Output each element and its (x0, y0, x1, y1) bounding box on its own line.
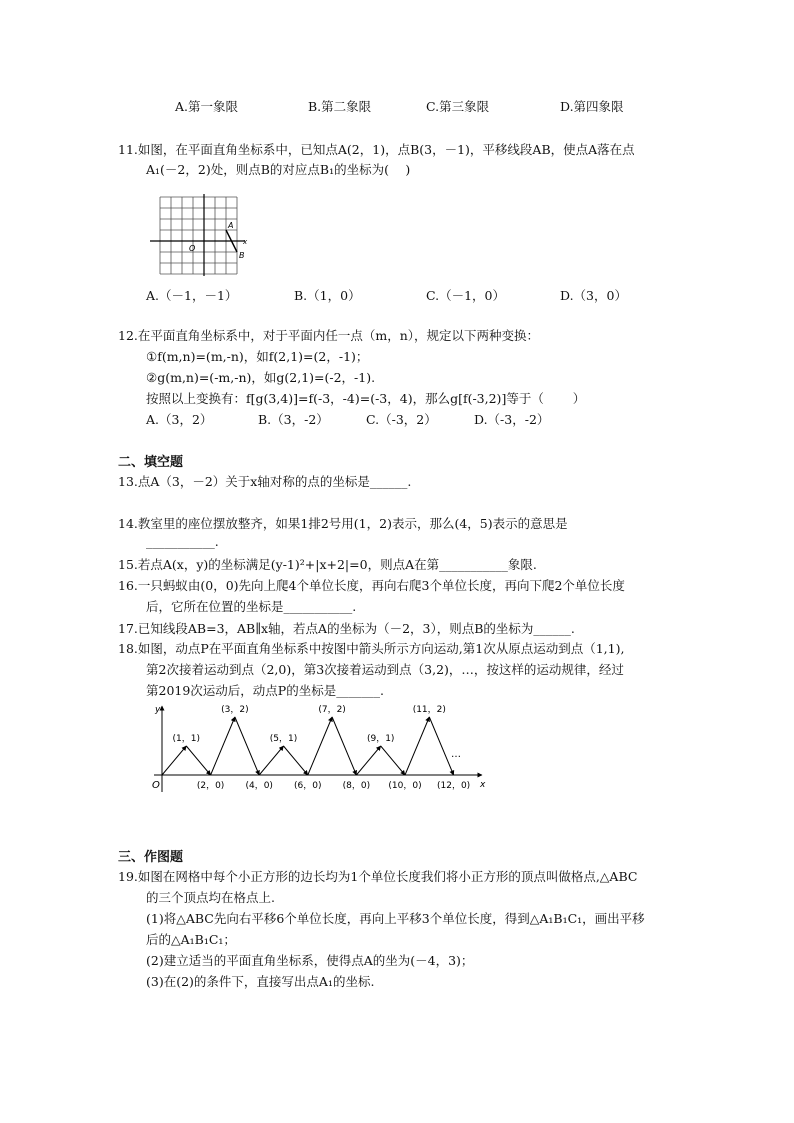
q11-option-d: D.（3，0） (560, 288, 627, 303)
q18-peak-label: (7，2) (318, 705, 346, 715)
q14-text-line2: ___________. (146, 534, 219, 549)
q18-motion-segment (284, 746, 308, 775)
q11-label-a: A (228, 221, 234, 230)
q11-option-c: C.（－1，0） (426, 288, 505, 303)
q12-text-line2: ①f(m,n)=(m,-n)，如f(2,1)=(2，-1)； (146, 349, 369, 364)
q18-bottom-label: (6，0) (294, 781, 322, 791)
q11-option-b: B.（1，0） (294, 288, 361, 303)
q10-option-d: D.第四象限 (560, 99, 624, 114)
q18-motion-segment (308, 717, 332, 775)
section-fill-in-heading: 二、填空题 (118, 455, 184, 470)
q16-text-line1: 16.一只蚂蚁由(0，0)先向上爬4个单位长度，再向右爬3个单位长度，再向下爬2个单位长度 (118, 578, 625, 593)
q12-text-line3: ②g(m,n)=(-m,-n)，如g(2,1)=(-2，-1). (146, 370, 376, 385)
q18-motion-segment (259, 746, 283, 775)
q17-text: 17.已知线段AB=3，AB∥x轴，若点A的坐标为（－2，3），则点B的坐标为______. (118, 621, 575, 636)
q18-motion-figure (144, 700, 494, 800)
q18-peak-label: (1，1) (172, 734, 201, 744)
q18-motion-segment (211, 717, 235, 775)
q18-motion-segment (429, 717, 453, 775)
q10-option-c: C.第三象限 (426, 99, 490, 114)
section-drawing-heading: 三、作图题 (118, 850, 184, 865)
q12-option-b: B.（3，-2） (258, 412, 329, 427)
q18-ellipsis: … (451, 749, 461, 760)
q18-motion-segment (162, 746, 186, 775)
q18-motion-segment (405, 717, 429, 775)
q18-peak-label: (9，1) (366, 734, 395, 744)
q18-motion-segment (381, 746, 405, 775)
q18-text-line1: 18.如图，动点P在平面直角坐标系中按图中箭头所示方向运动,第1次从原点运动到点（1,1), (118, 641, 625, 656)
q19-text-line2: 的三个顶点均在格点上. (146, 890, 275, 905)
q14-text-line1: 14.教室里的座位摆放整齐，如果1排2号用(1，2)表示，那么(4，5)表示的意思是 (118, 516, 568, 531)
q11-option-a: A.（－1，－1） (146, 288, 238, 303)
q11-label-b: B (239, 251, 245, 260)
q19-text-line4: 后的△A₁B₁C₁； (146, 932, 236, 947)
q10-option-a: A.第一象限 (175, 99, 239, 114)
q18-bottom-label: (2，0) (196, 781, 225, 791)
q18-motion-segment (332, 717, 356, 775)
q13-text: 13.点A（3，－2）关于x轴对称的点的坐标是______. (118, 474, 412, 489)
q18-peak-label: (3，2) (221, 705, 249, 715)
q12-option-c: C.（-3，2） (366, 412, 437, 427)
q18-origin-label: O (152, 780, 160, 791)
q18-motion-segment (235, 717, 259, 775)
q12-option-d: D.（-3，-2） (474, 412, 550, 427)
q11-grid-figure (148, 192, 252, 278)
q18-bottom-label: (10，0) (388, 781, 422, 791)
q18-bottom-label: (12，0) (436, 781, 471, 791)
q11-label-x: x (243, 238, 248, 246)
q15-text: 15.若点A(x，y)的坐标满足(y-1)²+|x+2|=0，则点A在第___________象限. (118, 557, 537, 572)
q18-bottom-label: (8，0) (342, 781, 371, 791)
q19-text-line1: 19.如图在网格中每个小正方形的边长均为1个单位长度我们将小正方形的顶点叫做格点,△ABC (118, 869, 638, 884)
q19-text-line5: (2)建立适当的平面直角坐标系，使得点A的坐为(－4，3)； (146, 953, 474, 968)
q18-x-label: x (480, 780, 486, 790)
q12-text-line4: 按照以上变换有：f[g(3,4)]=f(-3，-4)=(-3，4)，那么g[f(-3,2)]等于（ ） (146, 391, 586, 406)
q12-option-a: A.（3，2） (146, 412, 213, 427)
q18-motion-segment (356, 746, 380, 775)
q19-text-line6: (3)在(2)的条件下，直接写出点A₁的坐标. (146, 974, 375, 989)
q18-peak-label: (5，1) (269, 734, 298, 744)
q11-label-origin: O (189, 244, 196, 253)
q18-text-line3: 第2019次运动后，动点P的坐标是_______. (146, 683, 384, 698)
q11-text-line1: 11.如图，在平面直角坐标系中，已知点A(2，1)，点B(3，－1)，平移线段AB，使点A落在点 (118, 142, 635, 157)
q18-y-label: y (155, 705, 161, 715)
q16-text-line2: 后，它所在位置的坐标是___________. (146, 599, 357, 614)
q10-option-b: B.第二象限 (308, 99, 372, 114)
q12-text-line1: 12.在平面直角坐标系中，对于平面内任一点（m，n），规定以下两种变换： (118, 328, 540, 343)
q18-peak-label: (11，2) (412, 705, 446, 715)
q18-motion-segment (186, 746, 210, 775)
q11-text-line2: A₁(－2，2)处，则点B的对应点B₁的坐标为( ) (146, 162, 411, 177)
q18-text-line2: 第2次接着运动到点（2,0)，第3次接着运动到点（3,2)，…，按这样的运动规律，经过 (146, 662, 624, 677)
q18-bottom-label: (4，0) (245, 781, 273, 791)
q19-text-line3: (1)将△ABC先向右平移6个单位长度，再向上平移3个单位长度，得到△A₁B₁C₁，画出平移 (146, 911, 645, 926)
